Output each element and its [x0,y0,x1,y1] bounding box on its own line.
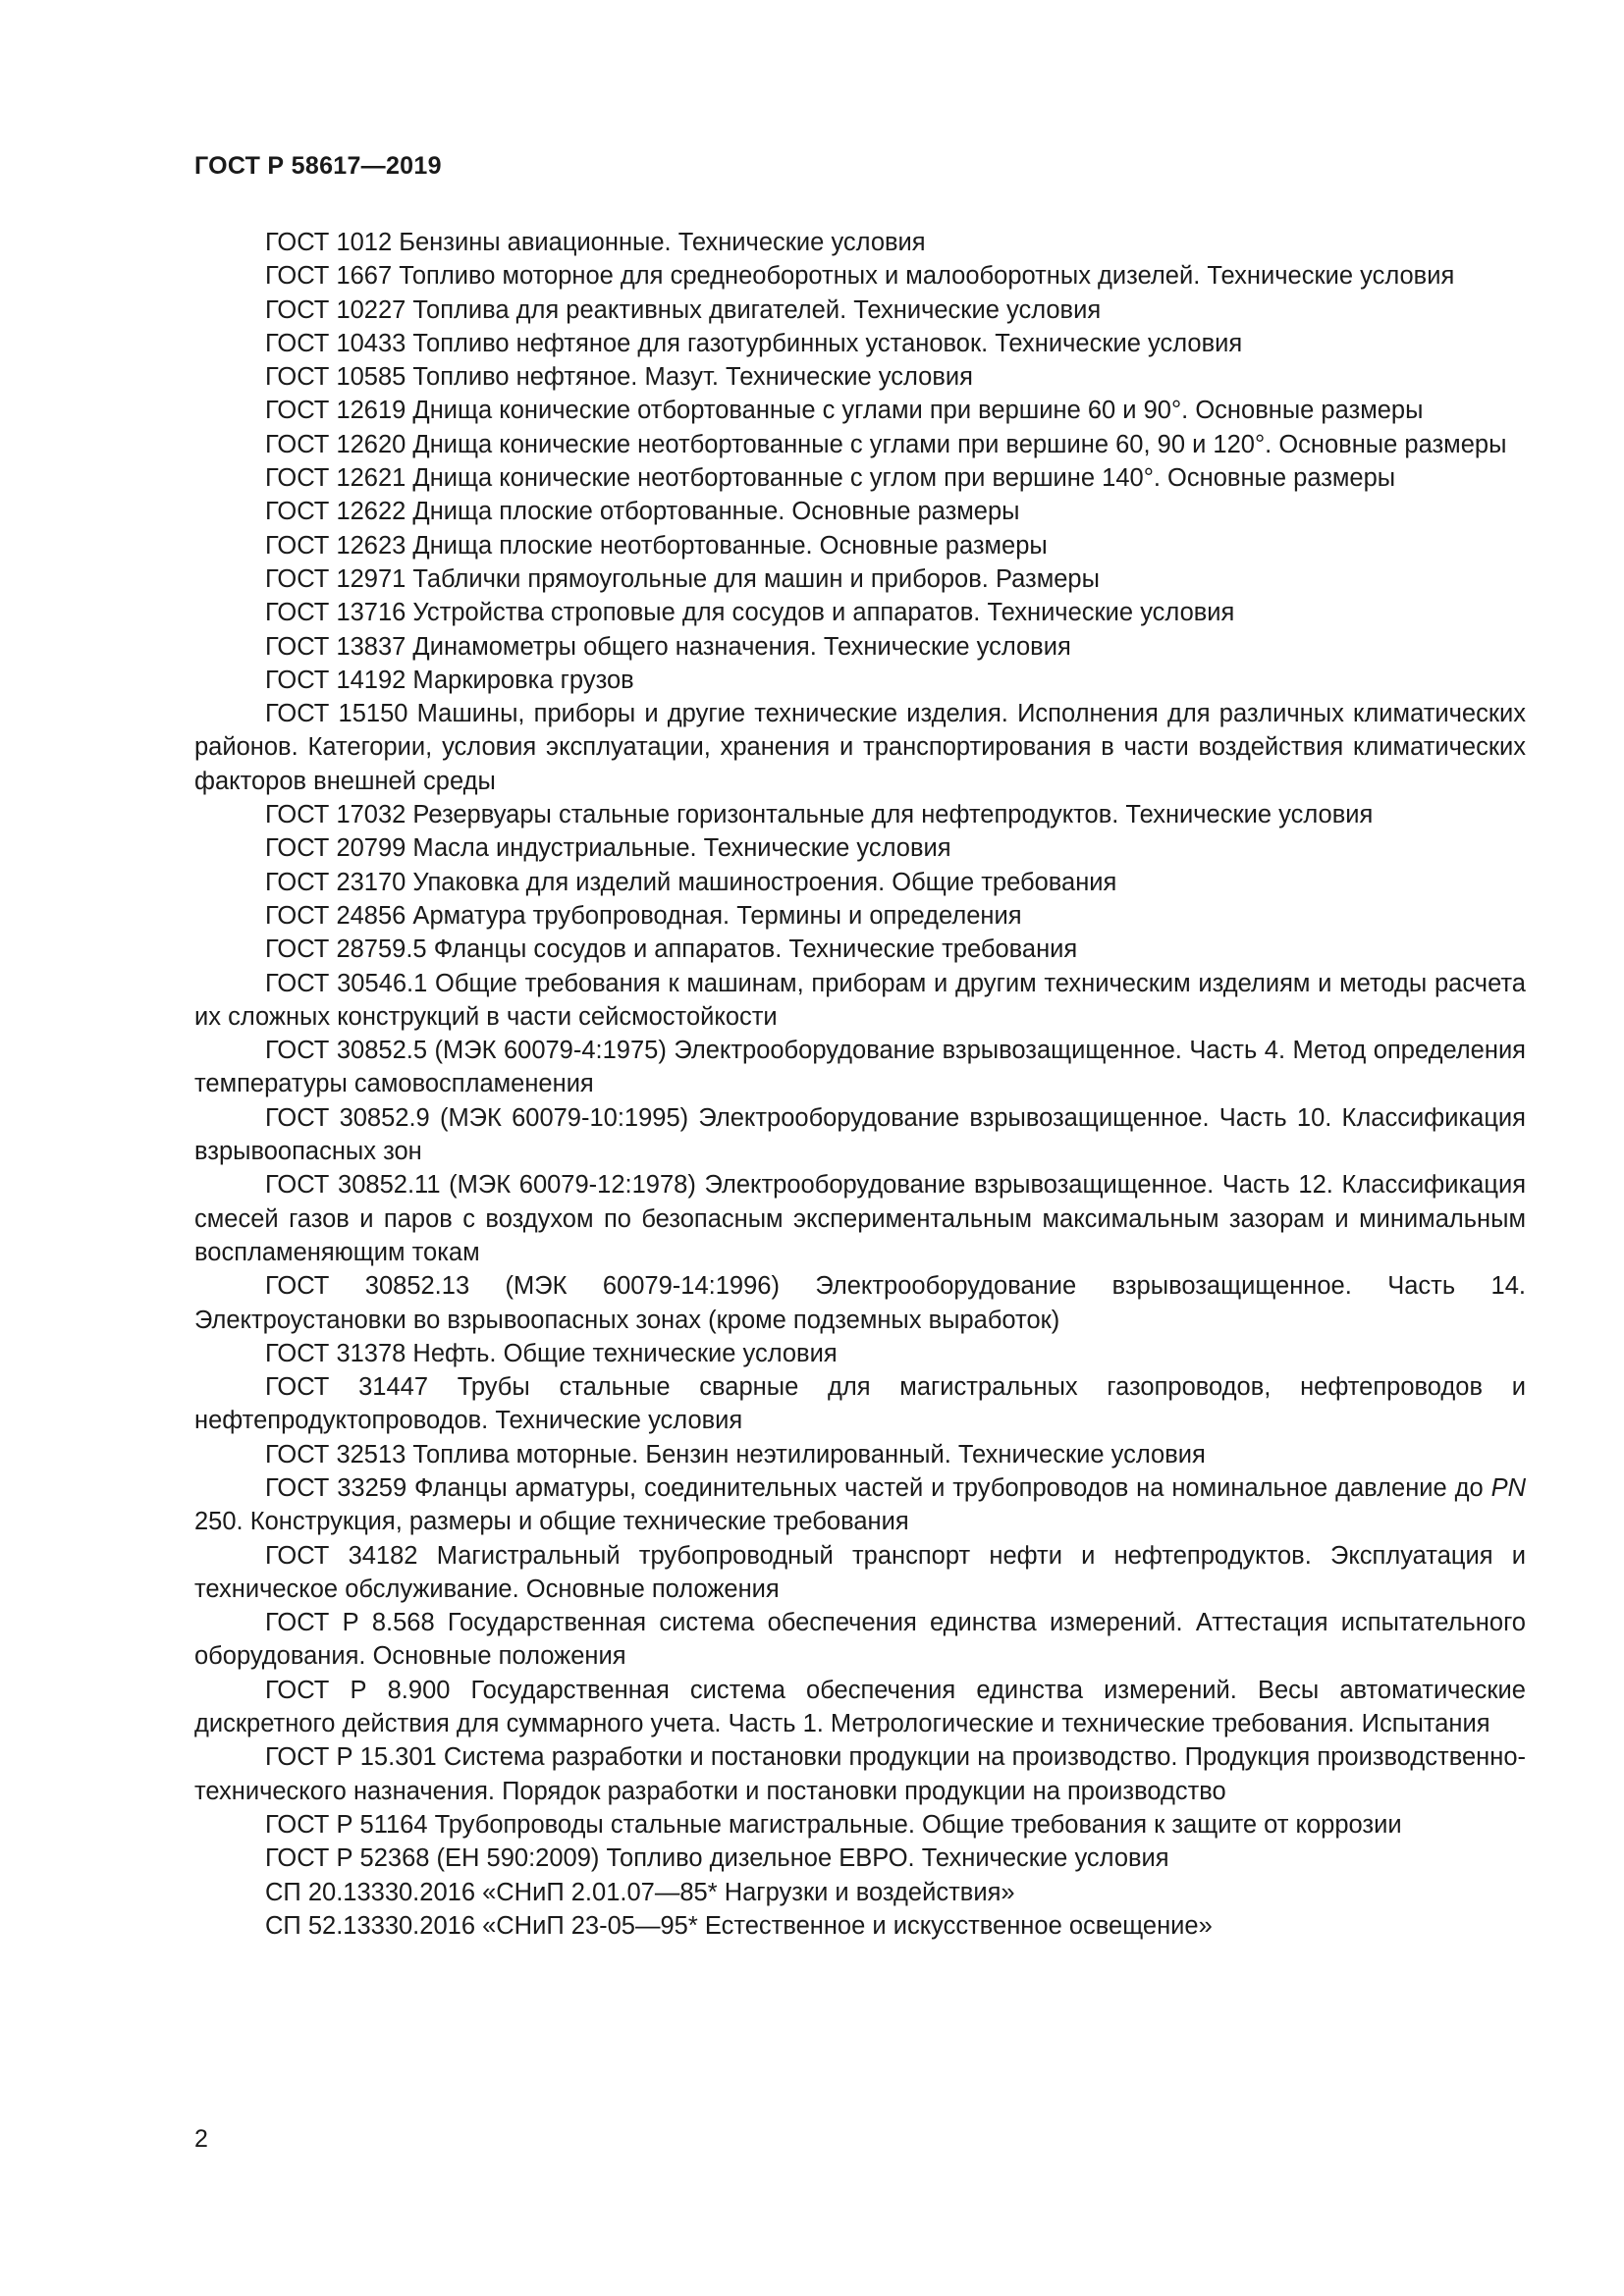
reference-item: ГОСТ 12623 Днища плоские неотбортованные. Основные размеры [265,531,1048,560]
reference-item: ГОСТ 12971 Таблички прямоугольные для машин и приборов. Размеры [265,564,1100,593]
reference-item: ГОСТ 20799 Масла индустриальные. Технические условия [265,834,951,863]
reference-item: ГОСТ 17032 Резервуары стальные горизонтальные для нефтепродуктов. Технические условия [265,801,1374,829]
reference-item: ГОСТ Р 8.568 Государственная система обеспечения единства измерений. Аттестация испытательного оборудования. Основные положения [194,1609,1526,1671]
reference-item: ГОСТ 15150 Машины, приборы и другие технические изделия. Исполнения для различных климатических районов. Категории, условия эксплуатации, хранения и транспортирования в части воздействия климатических факторов внешней среды [194,700,1526,795]
page-number: 2 [194,2125,208,2153]
reference-item: ГОСТ 12619 Днища конические отбортованные с углами при вершине 60 и 90°. Основные размеры [265,397,1424,425]
reference-item: ГОСТ Р 15.301 Система разработки и постановки продукции на производство. Продукция производственно-технического назначения. Порядок разработки и постановки продукции на производство [194,1743,1526,1805]
reference-item: ГОСТ 13716 Устройства строповые для сосудов и аппаратов. Технические условия [265,599,1235,627]
reference-item: ГОСТ 30546.1 Общие требования к машинам, приборам и другим техническим изделиям и методы расчета их сложных конструкций в части сейсмостойкости [194,969,1526,1031]
reference-item: ГОСТ 24856 Арматура трубопроводная. Термины и определения [265,901,1022,930]
reference-item: ГОСТ 31378 Нефть. Общие технические условия [265,1339,838,1367]
normative-references-list [194,226,1526,1943]
document-header: ГОСТ Р 58617—2019 [194,152,442,180]
reference-item: ГОСТ 13837 Динамометры общего назначения. Технические условия [265,632,1071,661]
reference-item: СП 20.13330.2016 «СНиП 2.01.07—85* Нагрузки и воздействия» [265,1878,1015,1906]
reference-item: ГОСТ 12622 Днища плоские отбортованные. Основные размеры [265,498,1020,526]
reference-italic-term: PN [1490,1473,1526,1502]
reference-item: ГОСТ 28759.5 Фланцы сосудов и аппаратов. Технические требования [265,935,1078,964]
reference-item: ГОСТ 10227 Топлива для реактивных двигателей. Технические условия [265,295,1102,324]
reference-item: ГОСТ 32513 Топлива моторные. Бензин неэтилированный. Технические условия [265,1440,1206,1468]
reference-item: ГОСТ 10585 Топливо нефтяное. Мазут. Технические условия [265,363,973,392]
reference-item: ГОСТ 30852.5 (МЭК 60079-4:1975) Электрооборудование взрывозащищенное. Часть 4. Метод определения температуры самовоспламенения [194,1037,1526,1098]
reference-item: ГОСТ 10433 Топливо нефтяное для газотурбинных установок. Технические условия [265,329,1243,357]
reference-item: ГОСТ 12620 Днища конические неотбортованные с углами при вершине 60, 90 и 120°. Основные размеры [265,430,1507,458]
reference-item: ГОСТ 23170 Упаковка для изделий машиностроения. Общие требования [265,868,1117,896]
reference-item: ГОСТ 1667 Топливо моторное для среднеоборотных и малооборотных дизелей. Технические условия [265,262,1455,291]
reference-item: ГОСТ 31447 Трубы стальные сварные для магистральных газопроводов, нефтепроводов и нефтепродуктопроводов. Технические условия [194,1373,1526,1435]
reference-item: ГОСТ 14192 Маркировка грузов [265,666,634,694]
reference-text: ГОСТ 33259 Фланцы арматуры, соединительных частей и трубопроводов на номинальное давление до [265,1473,1491,1502]
reference-item: ГОСТ 34182 Магистральный трубопроводный транспорт нефти и нефтепродуктов. Эксплуатация и техническое обслуживание. Основные положения [194,1541,1526,1603]
reference-item: ГОСТ Р 52368 (ЕН 590:2009) Топливо дизельное ЕВРО. Технические условия [265,1844,1169,1873]
reference-item-33259 [194,1471,1526,1539]
reference-text: 250. Конструкция, размеры и общие технические требования [194,1508,909,1536]
reference-item: ГОСТ 12621 Днища конические неотбортованные с углом при вершине 140°. Основные размеры [265,464,1396,493]
reference-item: ГОСТ 1012 Бензины авиационные. Технические условия [265,229,926,256]
reference-item: ГОСТ 30852.13 (МЭК 60079-14:1996) Электрооборудование взрывозащищенное. Часть 14. Электроустановки во взрывоопасных зонах (кроме подземных выработок) [194,1272,1526,1334]
reference-item: ГОСТ Р 8.900 Государственная система обеспечения единства измерений. Весы автоматические дискретного действия для суммарного учета. Часть 1. Метрологические и технические требования. Испытания [194,1676,1526,1738]
reference-item: СП 52.13330.2016 «СНиП 23-05—95* Естественное и искусственное освещение» [265,1911,1213,1940]
reference-item: ГОСТ 30852.11 (МЭК 60079-12:1978) Электрооборудование взрывозащищенное. Часть 12. Классификация смесей газов и паров с воздухом по безопасным экспериментальным максимальным зазорам и минимальным воспламеняющим токам [194,1171,1526,1266]
reference-item: ГОСТ 30852.9 (МЭК 60079-10:1995) Электрооборудование взрывозащищенное. Часть 10. Классификация взрывоопасных зон [194,1103,1526,1166]
reference-item: ГОСТ Р 51164 Трубопроводы стальные магистральные. Общие требования к защите от коррозии [265,1810,1402,1839]
